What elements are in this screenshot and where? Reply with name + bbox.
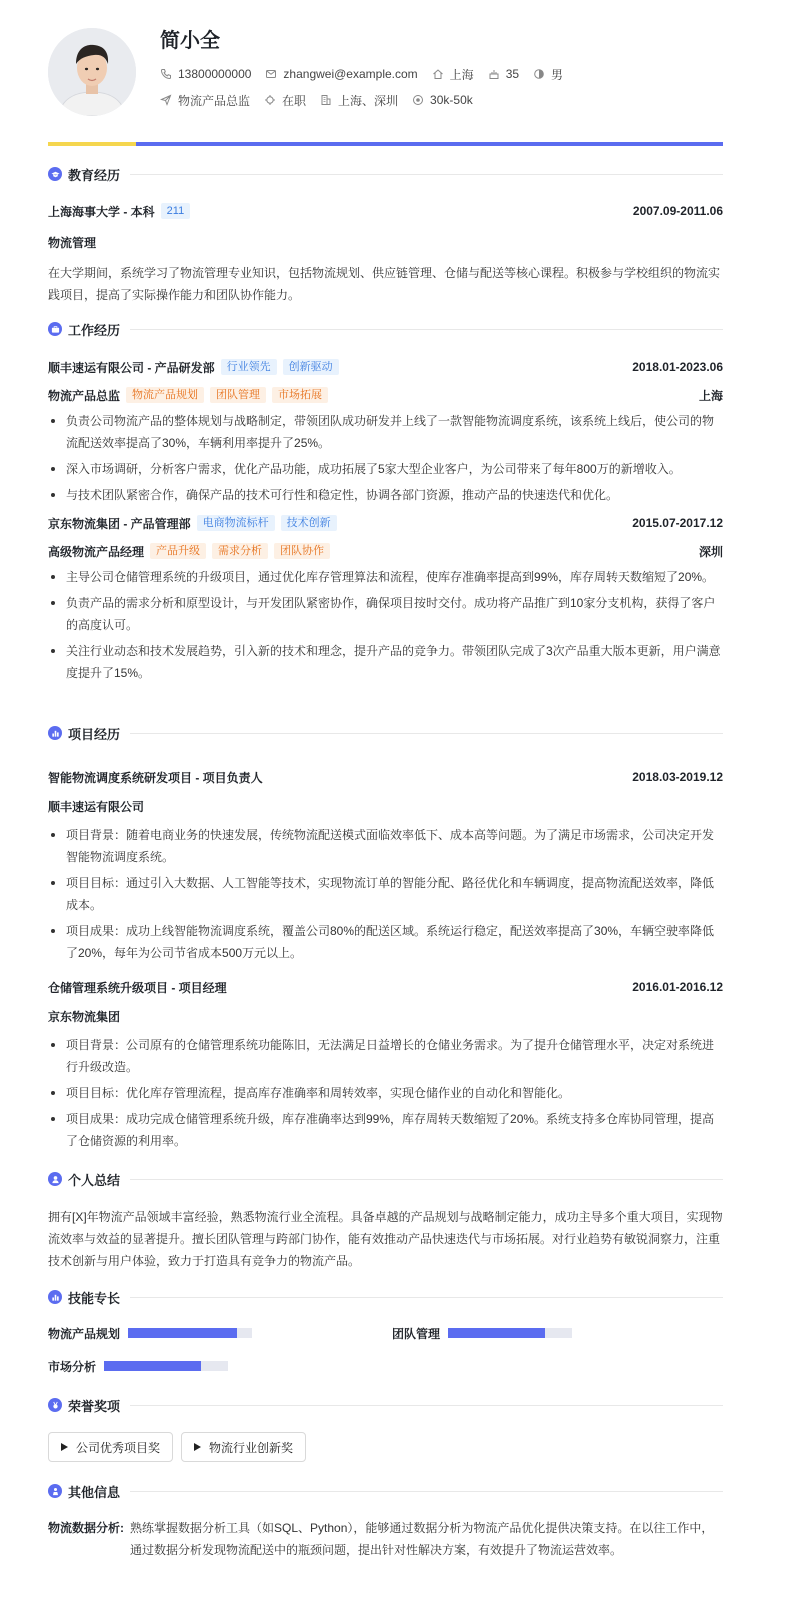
other-title: 其他信息 <box>68 1484 121 1500</box>
list-item: 项目成果：成功上线智能物流调度系统，覆盖公司80%的配送区域。系统运行稳定，配送效率提高了30%，车辆空驶率降低了20%，每年为公司节省成本500万元以上。 <box>48 920 723 964</box>
role-tag: 物流产品规划 <box>126 387 204 403</box>
awards-section <box>48 1396 723 1462</box>
list-item: 项目背景：公司原有的仓储管理系统功能陈旧，无法满足日益增长的仓储业务需求。为了提升仓储管理水平，决定对系统进行升级改造。 <box>48 1034 723 1078</box>
skills-section <box>48 1288 723 1383</box>
position-text: 物流产品总监 <box>178 93 251 108</box>
project-period: 2018.03-2019.12 <box>632 770 723 784</box>
play-icon <box>61 1443 68 1451</box>
section-divider <box>130 1297 723 1298</box>
education-desc: 在大学期间，系统学习了物流管理专业知识，包括物流规划、供应链管理、仓储与配送等核心课程。积极参与学校组织的物流实践项目，提高了实际操作能力和团队协作能力。 <box>48 266 721 302</box>
gender-text: 男 <box>551 67 564 82</box>
projects-section <box>48 724 723 1156</box>
job-header <box>48 358 723 376</box>
other-key: 物流数据分析: <box>48 1521 124 1535</box>
email-icon <box>265 68 277 80</box>
other-section <box>48 1482 723 1561</box>
list-item: 项目目标：通过引入大数据、人工智能等技术，实现物流订单的智能分配、路径优化和车辆调度，提高物流配送效率，降低成本。 <box>48 872 723 916</box>
skill-fill <box>128 1328 237 1338</box>
major: 物流管理 <box>48 236 97 250</box>
project-bullets <box>48 1034 723 1152</box>
skill-bar <box>128 1328 252 1338</box>
section-divider <box>130 733 723 734</box>
age-text: 35 <box>505 67 520 81</box>
section-divider <box>130 1405 723 1406</box>
email-text: zhangwei@example.com <box>283 67 418 81</box>
project-header <box>48 978 723 996</box>
company-tag: 电商物流标杆 <box>197 515 275 531</box>
list-item: 与技术团队紧密合作，确保产品的技术可行性和稳定性，协调各部门资源，推动产品的快速迭代和优化。 <box>48 484 723 506</box>
award-item <box>48 1432 173 1462</box>
send-icon <box>160 94 172 106</box>
school-name: 上海海事大学 - 本科 <box>48 204 155 219</box>
list-item: 项目目标：优化库存管理流程，提高库存准确率和周转效率，实现仓储作业的自动化和智能化。 <box>48 1082 723 1104</box>
role-tag: 团队管理 <box>210 387 266 403</box>
work-section <box>48 320 723 688</box>
award-label: 公司优秀项目奖 <box>76 1440 161 1455</box>
project-bullets <box>48 824 723 964</box>
bar-chart-icon <box>48 1290 62 1304</box>
company-name: 顺丰速运有限公司 - 产品研发部 <box>48 360 215 375</box>
project-company: 京东物流集团 <box>48 1010 121 1024</box>
user-icon <box>48 1172 62 1186</box>
email-info <box>265 67 417 81</box>
list-item: 项目背景：随着电商业务的快速发展，传统物流配送模式面临效率低下、成本高等问题。为了满足市场需求，公司决定开发智能物流调度系统。 <box>48 824 723 868</box>
role-name: 高级物流产品经理 <box>48 544 145 559</box>
education-section <box>48 165 723 306</box>
play-icon <box>194 1443 201 1451</box>
summary-text: 拥有[X]年物流产品领域丰富经验，熟悉物流行业全流程。具备卓越的产品规划与战略制定能力，成功主导多个重大项目，实现物流效率与效益的显著提升。擅长团队管理与跨部门协作，能有效推动产品快速迭代与市场拓展。对行业趋势有敏锐洞察力，注重技术创新与用户体验，致力于打造具有竞争力的物流产品。 <box>48 1210 723 1268</box>
briefcase-icon <box>48 322 62 336</box>
job-role <box>48 386 723 404</box>
phone-text: 13800000000 <box>178 67 252 81</box>
section-divider <box>130 1491 723 1492</box>
header-divider-accent <box>48 142 136 146</box>
skills-title: 技能专长 <box>68 1290 121 1306</box>
summary-section <box>48 1170 723 1272</box>
list-item: 关注行业动态和技术发展趋势，引入新的技术和理念，提升产品的竞争力。带领团队完成了3次产品重大版本更新，用户满意度提升了15%。 <box>48 640 723 684</box>
list-item: 负责产品的需求分析和原型设计，与开发团队紧密协作，确保项目按时交付。成功将产品推广到10家分支机构，获得了客户的高度认可。 <box>48 592 723 636</box>
list-item: 负责公司物流产品的整体规划与战略制定，带领团队成功研发并上线了一款智能物流调度系统，该系统上线后，使公司的物流配送效率提高了30%，车辆利用率提升了25%。 <box>48 410 723 454</box>
header-divider <box>48 142 723 146</box>
project-period: 2016.01-2016.12 <box>632 980 723 994</box>
status-text: 在职 <box>282 93 307 108</box>
company-tag: 技术创新 <box>281 515 337 531</box>
list-item: 主导公司仓储管理系统的升级项目，通过优化库存管理算法和流程，使库存准确率提高到99%，库存周转天数缩短了20%。 <box>48 566 723 588</box>
cake-icon <box>488 68 500 80</box>
role-tag: 团队协作 <box>274 543 330 559</box>
skill-bar <box>448 1328 572 1338</box>
school-tag: 211 <box>161 203 191 219</box>
other-value: 熟练掌握数据分析工具（如SQL、Python），能够通过数据分析为物流产品优化提供决策支持。在以往工作中，通过数据分析发现物流配送中的瓶颈问题，提出针对性解决方案，有效提升了物流运营效率。 <box>130 1521 714 1557</box>
skill-fill <box>448 1328 545 1338</box>
education-period: 2007.09-2011.06 <box>632 204 723 218</box>
people-icon <box>48 1484 62 1498</box>
project-company: 顺丰速运有限公司 <box>48 800 145 814</box>
home-icon <box>432 68 444 80</box>
project-name: 智能物流调度系统研发项目 - 项目负责人 <box>48 770 263 785</box>
avatar <box>48 28 136 116</box>
project-name: 仓储管理系统升级项目 - 项目经理 <box>48 980 227 995</box>
skill-item <box>392 1325 572 1341</box>
building-icon <box>320 94 332 106</box>
position-info <box>160 92 250 109</box>
profile-header <box>48 28 746 136</box>
graduation-cap-icon <box>48 167 62 181</box>
job-location: 深圳 <box>698 544 723 559</box>
work-city-info <box>320 92 398 109</box>
summary-title: 个人总结 <box>68 1172 121 1188</box>
skill-fill <box>104 1361 201 1371</box>
role-name: 物流产品总监 <box>48 388 121 403</box>
role-tag: 市场拓展 <box>272 387 328 403</box>
avatar-portrait-icon <box>48 28 136 116</box>
section-divider <box>130 174 723 175</box>
award-label: 物流行业创新奖 <box>209 1440 294 1455</box>
phone-icon <box>160 68 172 80</box>
city-info <box>432 66 474 83</box>
project-header <box>48 768 723 786</box>
job-location: 上海 <box>698 388 723 403</box>
skill-name: 物流产品规划 <box>48 1326 121 1341</box>
skill-item <box>48 1325 252 1341</box>
projects-title: 项目经历 <box>68 726 121 742</box>
skill-name: 团队管理 <box>392 1326 441 1341</box>
coin-icon <box>412 94 424 106</box>
skill-name: 市场分析 <box>48 1359 97 1374</box>
skill-item <box>48 1358 228 1374</box>
job-period: 2018.01-2023.06 <box>632 360 723 374</box>
skill-bar <box>104 1361 228 1371</box>
job-period: 2015.07-2017.12 <box>632 516 723 530</box>
role-tag: 需求分析 <box>212 543 268 559</box>
job-header <box>48 514 723 532</box>
age-info <box>488 67 519 81</box>
city-text: 上海 <box>449 67 474 82</box>
company-tag: 创新驱动 <box>283 359 339 375</box>
role-tag: 产品升级 <box>150 543 206 559</box>
awards-title: 荣誉奖项 <box>68 1398 121 1414</box>
section-divider <box>130 329 723 330</box>
education-title: 教育经历 <box>68 167 121 183</box>
bar-chart-icon <box>48 726 62 740</box>
company-name: 京东物流集团 - 产品管理部 <box>48 516 191 531</box>
job-bullets <box>48 410 723 506</box>
status-icon <box>264 94 276 106</box>
job-bullets <box>48 566 723 684</box>
award-item <box>181 1432 306 1462</box>
work-city-text: 上海、深圳 <box>338 93 399 108</box>
status-info <box>264 92 306 109</box>
salary-info <box>412 93 473 107</box>
list-item: 项目成果：成功完成仓储管理系统升级，库存准确率达到99%，库存周转天数缩短了20%。系统支持多仓库协同管理，提高了仓储资源的利用率。 <box>48 1108 723 1152</box>
gender-icon <box>533 68 545 80</box>
gender-info <box>533 66 563 83</box>
work-title: 工作经历 <box>68 322 121 338</box>
salary-text: 30k-50k <box>430 93 473 107</box>
section-divider <box>130 1179 723 1180</box>
company-tag: 行业领先 <box>221 359 277 375</box>
candidate-name: 简小全 <box>160 30 220 52</box>
list-item: 深入市场调研，分析客户需求，优化产品功能，成功拓展了5家大型企业客户，为公司带来了每年800万的新增收入。 <box>48 458 723 480</box>
job-role <box>48 542 723 560</box>
other-item <box>48 1517 723 1561</box>
phone-info <box>160 67 251 81</box>
medal-icon <box>48 1398 62 1412</box>
